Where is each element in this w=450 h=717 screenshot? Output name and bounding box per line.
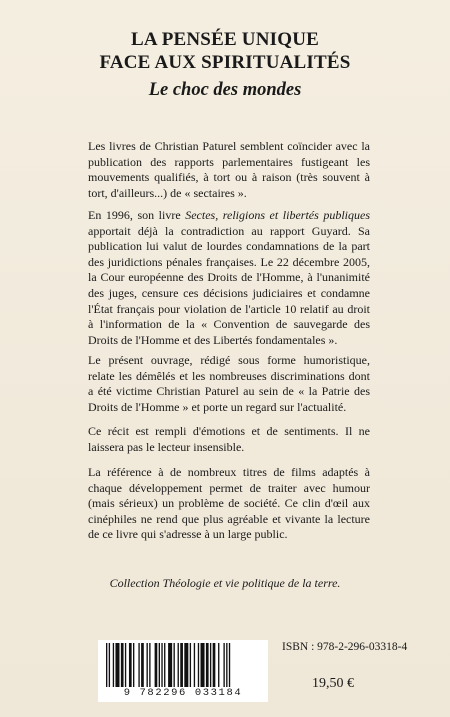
paragraph-5-text: La référence à de nombreux titres de films adaptés à chaque développement permet de traiter avec humour (mais sérieux) un problème de société. Ce clin d'œil aux cinéphiles ne rend que plus agréable et vivante la lecture de ce livre qui s'adresse à un large public. bbox=[88, 465, 370, 542]
barcode-bar bbox=[229, 643, 230, 687]
barcode-bar bbox=[218, 643, 219, 687]
barcode-bar bbox=[147, 643, 148, 687]
barcode-bar bbox=[190, 643, 191, 687]
barcode-bar bbox=[210, 643, 211, 687]
barcode-bar bbox=[226, 643, 227, 687]
price-label: 19,50 € bbox=[312, 676, 354, 691]
barcode-bar bbox=[109, 643, 110, 687]
title-line-1: LA PENSÉE UNIQUE bbox=[131, 29, 319, 50]
paragraph-4 bbox=[88, 424, 370, 455]
barcode-bar bbox=[184, 643, 188, 687]
isbn-label: ISBN : 978-2-296-03318-4 bbox=[282, 641, 408, 653]
paragraph-1 bbox=[88, 139, 370, 201]
paragraph-1-text: Les livres de Christian Paturel semblent coïncider avec la publication des rapports parlementaires fustigeant les mouvements qualifiés, à tort ou à raison (très souvent à tort, d'ailleurs...) de « sectaires ». bbox=[88, 139, 370, 200]
barcode-bar bbox=[133, 643, 134, 687]
barcode-bar bbox=[174, 643, 175, 687]
barcode-bar bbox=[115, 643, 119, 687]
title-line-2: FACE AUX SPIRITUALITÉS bbox=[99, 52, 351, 73]
barcode bbox=[98, 640, 268, 702]
barcode-bar bbox=[125, 643, 126, 687]
barcode-bar bbox=[198, 643, 199, 687]
barcode-bar bbox=[159, 643, 160, 687]
barcode-bar bbox=[106, 643, 107, 687]
book-title-reference: Sectes, religions et libertés publiques bbox=[185, 208, 370, 222]
collection-line: Collection Théologie et vie politique de la terre. bbox=[109, 576, 341, 590]
paragraph-3 bbox=[88, 353, 370, 415]
barcode-bar bbox=[141, 643, 144, 687]
paragraph-3-text: Le présent ouvrage, rédigé sous forme humoristique, relate les démêlés et les nombreuses discriminations dont a été victime Christian Paturel au sein de « la Patrie des Droits de l'Homme » et porte un regard sur l'actualité. bbox=[88, 353, 370, 414]
barcode-bar bbox=[164, 643, 165, 687]
barcode-digits: 9 782296 033184 bbox=[123, 687, 243, 699]
barcode-bar bbox=[113, 643, 114, 687]
barcode-bar bbox=[155, 643, 158, 687]
barcode-bar bbox=[194, 643, 195, 687]
barcode-bar bbox=[206, 643, 209, 687]
barcode-bar bbox=[121, 643, 124, 687]
barcode-bar bbox=[201, 643, 205, 687]
barcode-bars bbox=[102, 643, 264, 687]
paragraph-2-text bbox=[88, 208, 370, 348]
paragraph-2-rest: apportait déjà la contradiction au rapport Guyard. Sa publication lui valut de lourdes condamnations de la part des juridictions pénales françaises. Le 22 décembre 2005, la Cour européenne des Droits de l'Homme, à l'unanimité des juges, censure ces décisions judiciaires et condamne l'État français pour violation de l'article 10 relatif au droit à l'information de la « Convention de sauvegarde des Droits de l'Homme et des Libertés fondamentales ». bbox=[88, 223, 370, 347]
paragraph-5 bbox=[88, 465, 370, 543]
paragraph-2 bbox=[88, 208, 370, 348]
barcode-bar bbox=[180, 643, 183, 687]
barcode-bar bbox=[178, 643, 179, 687]
paragraph-4-text: Ce récit est rempli d'émotions et de sentiments. Il ne laissera pas le lecteur insensible. bbox=[88, 424, 370, 454]
barcode-bar bbox=[213, 643, 216, 687]
barcode-bar bbox=[129, 643, 132, 687]
barcode-bar bbox=[149, 643, 150, 687]
barcode-bar bbox=[138, 643, 139, 687]
paragraph-2-intro: En 1996, son livre bbox=[88, 208, 186, 222]
barcode-bar bbox=[223, 643, 224, 687]
subtitle: Le choc des mondes bbox=[148, 80, 302, 100]
barcode-bar bbox=[161, 643, 162, 687]
barcode-bar bbox=[168, 643, 172, 687]
